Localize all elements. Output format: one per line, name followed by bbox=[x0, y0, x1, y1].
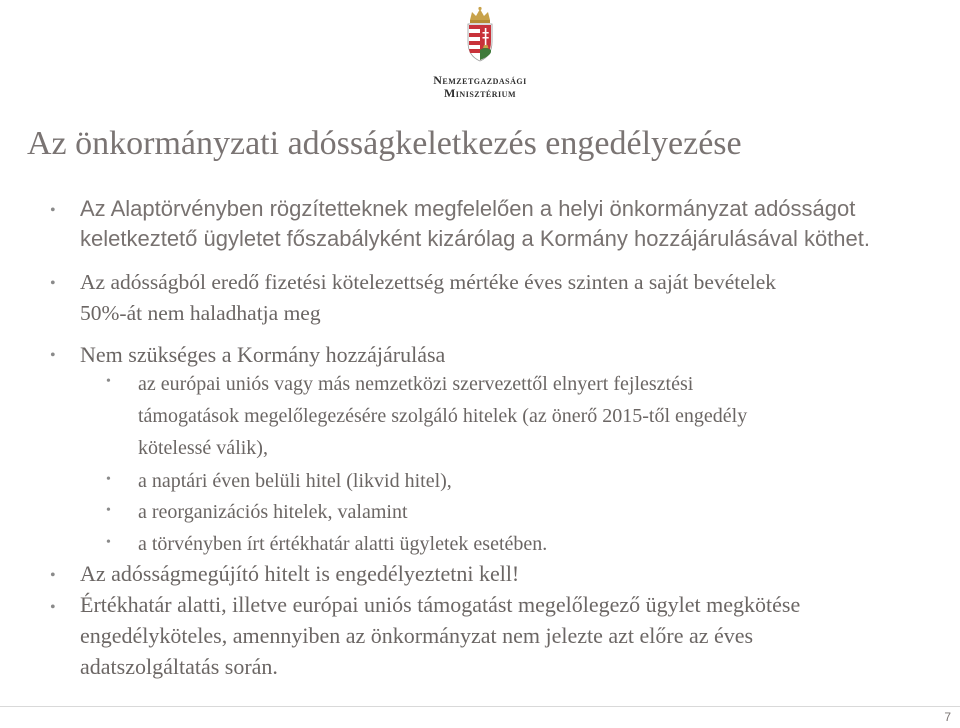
logo-text-line1: Nemzetgazdasági bbox=[433, 73, 527, 87]
bullet-item-4: Az adósságmegújító hitelt is engedélyeztetni kell! bbox=[80, 561, 520, 586]
sub-bullet-1-line3: kötelessé válik), bbox=[138, 437, 268, 459]
sub-bullet-4: a törvényben írt értékhatár alatti ügyletek esetében. bbox=[138, 533, 548, 555]
sub-bullet-marker: • bbox=[106, 374, 111, 389]
bullet-marker: • bbox=[50, 599, 56, 616]
sub-bullet-1-line2: támogatások megelőlegezésére szolgáló hitelek (az önerő 2015-től engedély bbox=[138, 405, 748, 427]
bullet-marker: • bbox=[50, 202, 56, 219]
sub-bullet-marker: • bbox=[106, 472, 111, 487]
bullet-marker: • bbox=[50, 347, 56, 364]
sub-bullet-2: a naptári éven belüli hitel (likvid hitel), bbox=[138, 470, 452, 492]
sub-bullet-3: a reorganizációs hitelek, valamint bbox=[138, 501, 408, 523]
sub-bullet-1-line1: az európai uniós vagy más nemzetközi szervezettől elnyert fejlesztési bbox=[138, 373, 694, 395]
footer-divider bbox=[0, 706, 960, 707]
bullet-item-5-line2: engedélyköteles, amennyiben az önkormányzat nem jelezte azt előre az éves bbox=[80, 623, 754, 648]
page-number: 7 bbox=[944, 710, 951, 724]
slide-title: Az önkormányzati adósságkeletkezés engedélyezése bbox=[27, 125, 742, 162]
bullet-marker: • bbox=[50, 275, 56, 292]
bullet-item-5-line3: adatszolgáltatás során. bbox=[80, 654, 278, 679]
sub-bullet-marker: • bbox=[106, 535, 111, 550]
bullet-item-1-line1: Az Alaptörvényben rögzítetteknek megfelelően a helyi önkormányzat adósságot bbox=[80, 196, 856, 221]
bullet-item-5-line1: Értékhatár alatti, illetve európai uniós támogatást megelőlegező ügylet megkötése bbox=[80, 592, 801, 617]
ministry-logo bbox=[404, 6, 556, 100]
sub-bullet-marker: • bbox=[106, 503, 111, 518]
bullet-item-3: Nem szükséges a Kormány hozzájárulása bbox=[80, 342, 446, 367]
bullet-marker: • bbox=[50, 567, 56, 584]
coat-of-arms-icon bbox=[463, 6, 497, 62]
bullet-item-2-line1: Az adósságból eredő fizetési kötelezettség mértéke éves szinten a saját bevételek bbox=[80, 270, 777, 294]
bullet-item-1-line2: keletkeztető ügyletet főszabályként kizárólag a Kormány hozzájárulásával köthet. bbox=[80, 226, 870, 251]
bullet-item-2-line2: 50%-át nem haladhatja meg bbox=[80, 301, 321, 325]
logo-text-line2: Minisztérium bbox=[443, 86, 516, 100]
